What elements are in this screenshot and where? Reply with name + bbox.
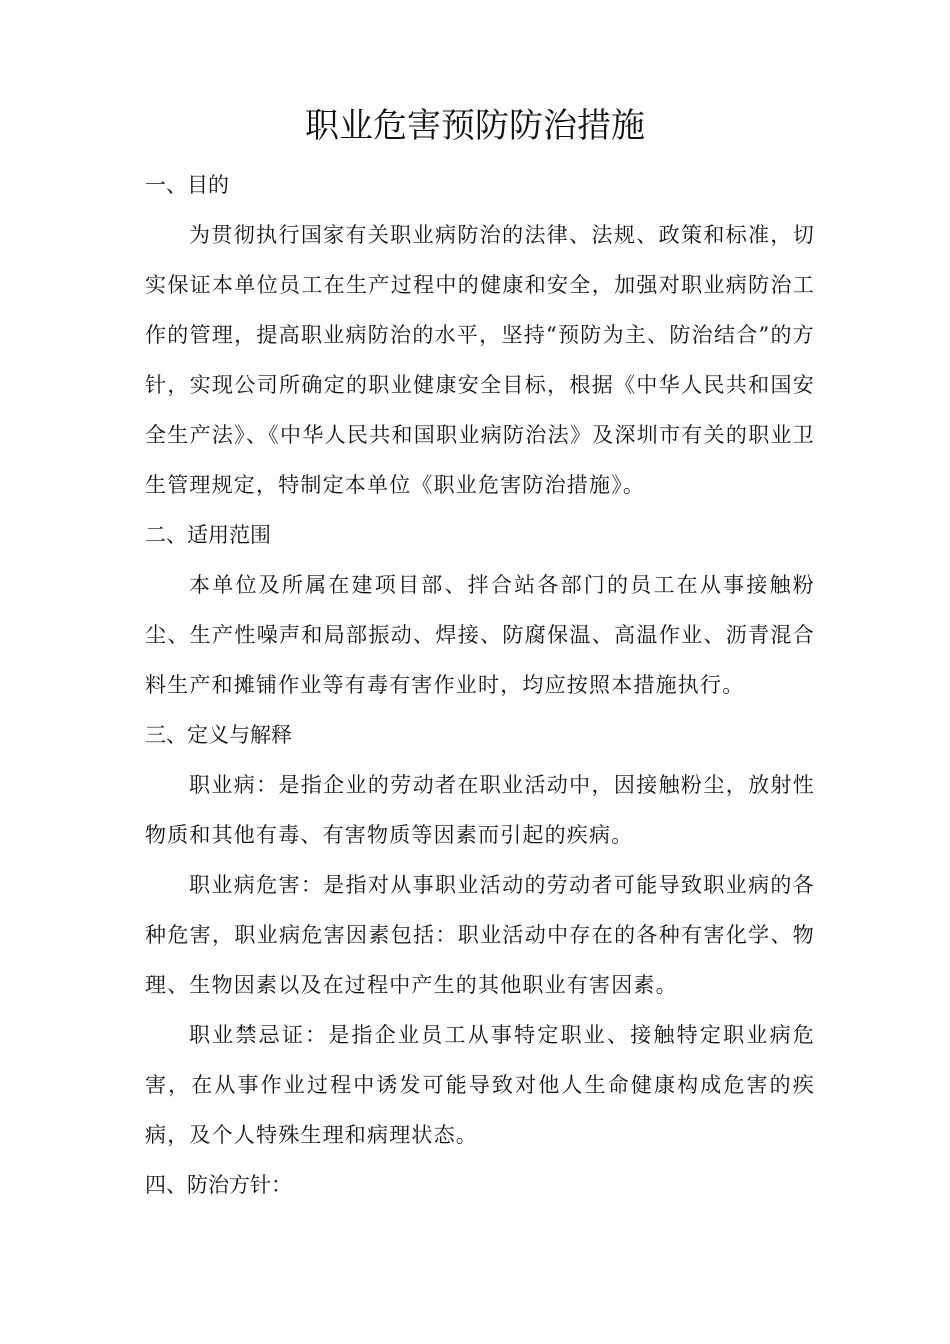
- section-heading-purpose: 一、目的: [145, 173, 229, 197]
- paragraph-purpose: 为贯彻执行国家有关职业病防治的法律、法规、政策和标准，切实保证本单位员工在生产过程中的健康和安全，加强对职业病防治工作的管理，提高职业病防治的水平，坚持“预防为主、防治结合”的方针，实现公司所确定的职业健康安全目标，根据《中华人民共和国安全生产法》、《中华人民共和国职业病防治法》及深圳市有关的职业卫生管理规定，特制定本单位《职业危害防治措施》。: [145, 223, 815, 497]
- paragraph-scope: 本单位及所属在建项目部、拌合站各部门的员工在从事接触粉尘、生产性噪声和局部振动、焊接、防腐保温、高温作业、沥青混合料生产和摊铺作业等有毒有害作业时，均应按照本措施执行。: [145, 573, 815, 697]
- document-body: [145, 160, 815, 1210]
- section-heading-definitions: 三、定义与解释: [145, 723, 292, 747]
- paragraph-contraindication: 职业禁忌证：是指企业员工从事特定职业、接触特定职业病危害，在从事作业过程中诱发可能导致对他人生命健康构成危害的疾病，及个人特殊生理和病理状态。: [145, 1023, 815, 1147]
- section-heading-scope: 二、适用范围: [145, 523, 271, 547]
- paragraph-occupational-disease: 职业病：是指企业的劳动者在职业活动中，因接触粉尘，放射性物质和其他有毒、有害物质等因素而引起的疾病。: [145, 773, 815, 847]
- paragraph-occupational-hazard: 职业病危害：是指对从事职业活动的劳动者可能导致职业病的各种危害，职业病危害因素包括：职业活动中存在的各种有害化学、物理、生物因素以及在过程中产生的其他职业有害因素。: [145, 873, 815, 997]
- document-title: 职业危害预防防治措施: [305, 106, 645, 146]
- section-heading-policy: 四、防治方针：: [145, 1173, 292, 1197]
